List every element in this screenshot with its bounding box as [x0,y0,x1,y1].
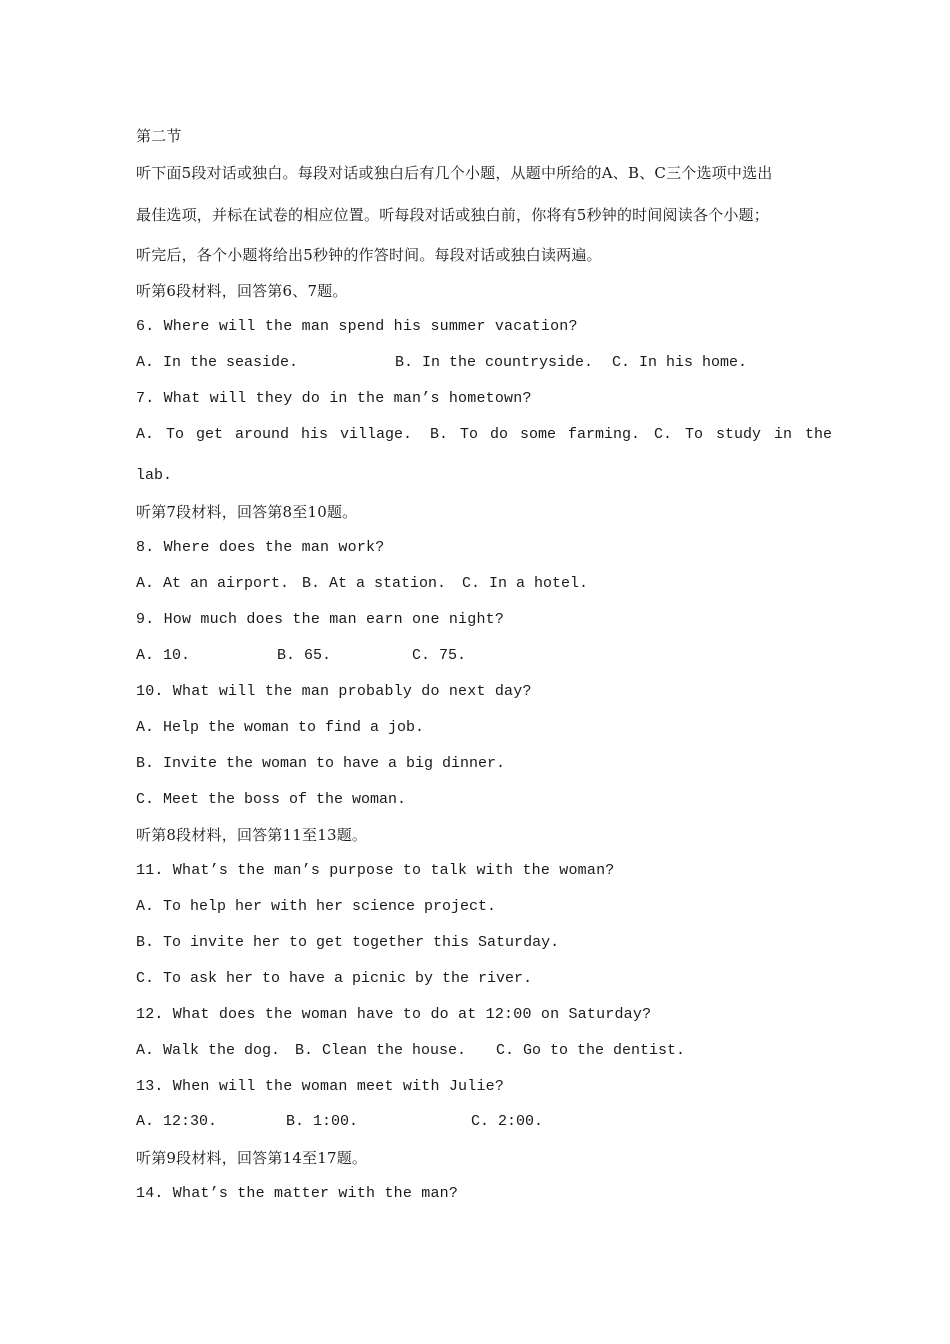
question-13-option-c: C. 2:00. [471,1113,544,1130]
question-7-option-c: C. To study in the [654,426,833,443]
question-13-option-b: B. 1:00. [286,1113,359,1130]
question-10-stem: 10. What will the man probably do next day? [136,683,532,700]
question-9-stem: 9. How much does the man earn one night? [136,611,505,628]
question-6-option-c: C. In his home. [612,354,748,371]
question-6-stem: 6. Where will the man spend his summer vacation? [136,318,578,335]
question-10-option-c: C. Meet the boss of the woman. [136,791,407,808]
material-9-heading: 听第9段材料，回答第14至17题。 [136,1149,368,1167]
question-7-option-c-continued: lab. [136,467,173,484]
question-6-option-a: A. In the seaside. [136,354,299,371]
question-9-option-b: B. 65. [277,647,332,664]
question-7-option-a: A. To get around his village. [136,426,413,443]
question-6-option-b: B. In the countryside. [395,354,594,371]
material-6-heading: 听第6段材料，回答第6、7题。 [136,282,348,300]
question-13-stem: 13. When will the woman meet with Julie? [136,1078,505,1095]
question-11-option-c: C. To ask her to have a picnic by the river. [136,970,533,987]
question-11-option-b: B. To invite her to get together this Saturday. [136,934,560,951]
question-12-option-c: C. Go to the dentist. [496,1042,686,1059]
question-12-stem: 12. What does the woman have to do at 12:00 on Saturday? [136,1006,652,1023]
instruction-line-1: 听下面5段对话或独白。每段对话或独白后有几个小题，从题中所给的A、B、C三个选项中选出 [136,164,773,182]
question-7-option-b: B. To do some farming. [430,426,641,443]
material-8-heading: 听第8段材料，回答第11至13题。 [136,826,368,844]
question-14-stem: 14. What’s the matter with the man? [136,1185,459,1202]
question-11-stem: 11. What’s the man’s purpose to talk with the woman? [136,862,615,879]
question-9-option-a: A. 10. [136,647,191,664]
instruction-line-2: 最佳选项，并标在试卷的相应位置。听每段对话或独白前，你将有5秒钟的时间阅读各个小题； [136,206,769,224]
question-7-stem: 7. What will they do in the man’s hometown? [136,390,532,407]
question-13-option-a: A. 12:30. [136,1113,218,1130]
question-8-option-a: A. At an airport. [136,575,290,592]
question-11-option-a: A. To help her with her science project. [136,898,497,915]
question-12-option-b: B. Clean the house. [295,1042,467,1059]
instruction-line-3: 听完后，各个小题将给出5秒钟的作答时间。每段对话或独白读两遍。 [136,246,602,264]
question-8-option-b: B. At a station. [302,575,447,592]
question-10-option-a: A. Help the woman to find a job. [136,719,425,736]
question-8-option-c: C. In a hotel. [462,575,589,592]
question-8-stem: 8. Where does the man work? [136,539,385,556]
question-10-option-b: B. Invite the woman to have a big dinner. [136,755,506,772]
material-7-heading: 听第7段材料，回答第8至10题。 [136,503,358,521]
question-9-option-c: C. 75. [412,647,467,664]
question-12-option-a: A. Walk the dog. [136,1042,281,1059]
section-title: 第二节 [136,127,182,145]
